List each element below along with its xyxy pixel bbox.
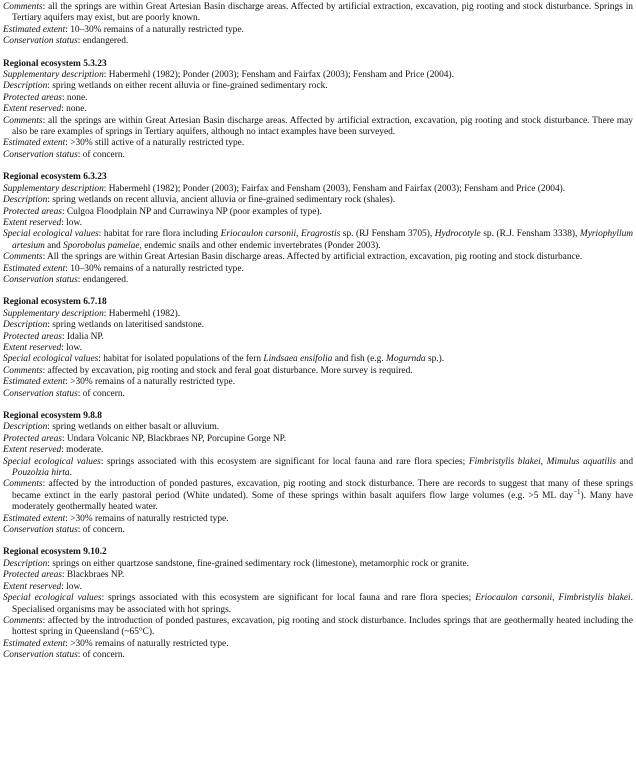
field-text: moderate.: [66, 445, 104, 456]
field-label: Comments: [3, 365, 43, 376]
field-text: 10–30% remains of a naturally restricted type.: [70, 263, 244, 274]
field-label: Description: [3, 558, 48, 569]
field-label: Description: [3, 422, 48, 433]
ecosystem-section: [3, 2, 633, 48]
field-entry: Conservation status: endangered.: [3, 274, 129, 285]
field-label: Extent reserved: [3, 581, 62, 592]
field-label: Comments: [3, 479, 43, 490]
field-text: Habermehl (1982); Ponder (2003); Fensham and Fairfax (2003); Fensham and Price (2004).: [108, 70, 454, 81]
field-label: Protected areas: [3, 92, 62, 103]
field-entry: Comments: all the springs are within Great Artesian Basin discharge areas. Affected by artificial extraction, excavation, pig rooting and stock disturbance. There may also be rare examples of springs in Tertiary aquifers, although no intact examples have been surveyed.: [3, 115, 633, 138]
field-label: Estimated extent: [3, 263, 66, 274]
field-text: 10–30% remains of a naturally restricted type.: [70, 24, 244, 35]
field-label: Comments: [3, 615, 43, 626]
ecosystem-section: [3, 172, 633, 286]
field-text: endangered.: [82, 274, 129, 285]
field-entry: Description: springs on either quartzose sandstone, fine-grained sedimentary rock (limestone), metamorphic rock or granite.: [3, 558, 470, 569]
field-text: spring wetlands on recent alluvia, ancient alluvia or fine-grained sedimentary rock (shales).: [52, 195, 396, 206]
species-name: Sporobolus pamelae,: [63, 240, 142, 251]
field-label: Extent reserved: [3, 445, 62, 456]
field-entry: Supplementary description: Habermehl (1982); Ponder (2003); Fensham and Fairfax (2003); Fensham and Price (2004).: [3, 70, 454, 81]
field-text: Blackbraes NP.: [66, 570, 125, 581]
field-text: endemic snails and other endemic invertebrates (Ponder 2003).: [141, 240, 381, 251]
field-text: spring wetlands on either recent alluvia or fine-grained sedimentary rock.: [52, 81, 328, 92]
section-heading: Regional ecosystem 9.8.8: [3, 411, 102, 421]
field-text: springs on either quartzose sandstone, fine-grained sedimentary rock (limestone), metamorphic rock or granite.: [52, 558, 470, 569]
field-label: Extent reserved: [3, 342, 62, 353]
field-label: Special ecological values: [3, 354, 99, 365]
field-entry: Extent reserved: low.: [3, 581, 82, 592]
field-label: Supplementary description: [3, 70, 104, 81]
field-label: Estimated extent: [3, 638, 66, 649]
field-entry: Conservation status: endangered.: [3, 36, 129, 47]
field-text: of concern.: [82, 388, 125, 399]
field-label: Conservation status: [3, 274, 78, 285]
ecosystem-section: [3, 59, 633, 162]
field-label: Description: [3, 195, 48, 206]
field-text: all the springs are within Great Artesian Basin discharge areas. Affected by artificial extraction, excavation, pig rooting and stock disturbance. Springs in Tertiary aquifers may exist, but are poorly known.: [12, 2, 633, 24]
field-entry: Supplementary description: Habermehl (1982); Ponder (2003); Fairfax and Fensham (2003), Fensham and Fairfax (2003); Fensham and Price (2004).: [3, 183, 566, 194]
field-text: and: [44, 240, 64, 251]
field-text: spring wetlands on either basalt or alluvium.: [52, 422, 220, 433]
section-heading: Regional ecosystem 6.3.23: [3, 172, 107, 183]
field-text: endangered.: [82, 36, 129, 47]
field-text: none.: [66, 92, 88, 103]
field-entry: Conservation status: of concern.: [3, 650, 125, 661]
field-entry: Protected areas: none.: [3, 92, 88, 103]
field-text: springs associated with this ecosystem are significant for local fauna and rare flora species;: [108, 593, 476, 604]
field-entry: Conservation status: of concern.: [3, 388, 125, 399]
field-entry: Comments: affected by the introduction of ponded pastures, excavation, pig rooting and stock disturbance. There are records to suggest that many of these springs became extinct in the early pastoral period (White undated). Some of these springs within basalt aquifers flow large volumes (e.g. >5 ML day$^{-1}$). Many have moderately geothermally heated water.: [3, 479, 633, 513]
field-entry: Estimated extent: >30% remains of a naturally restricted type.: [3, 377, 236, 388]
field-entry: Supplementary description: Habermehl (1982).: [3, 308, 181, 319]
ecosystem-section: [3, 547, 633, 661]
field-entry: Description: spring wetlands on either recent alluvia or fine-grained sedimentary rock.: [3, 81, 328, 92]
field-label: Estimated extent: [3, 513, 66, 524]
field-text: low.: [66, 342, 82, 353]
field-label: Protected areas: [3, 331, 62, 342]
field-entry: Extent reserved: low.: [3, 342, 82, 353]
species-name: Fimbristylis blakei, Mimulus aquatilis: [468, 456, 616, 467]
field-entry: Conservation status: of concern.: [3, 525, 125, 536]
field-entry: Protected areas: Undara Volcanic NP, Blackbraes NP, Porcupine Gorge NP.: [3, 433, 287, 444]
field-text: >30% remains of naturally restricted type.: [70, 638, 229, 649]
species-name: Hydrocotyle: [434, 229, 481, 240]
field-text: Habermehl (1982); Ponder (2003); Fairfax and Fensham (2003), Fensham and Fairfax (2003); Fensham and Price (2004).: [108, 183, 566, 194]
field-text: all the springs are within Great Artesian Basin discharge areas. Affected by artificial extraction, excavation, pig rooting and stock disturbance. There may also be rare examples of springs in Tertiary aquifers, although no intact examples have been surveyed.: [12, 115, 633, 138]
field-label: Conservation status: [3, 36, 78, 47]
field-entry: Extent reserved: moderate.: [3, 445, 104, 456]
field-text: . Specialised organisms may be associated with hot springs.: [12, 593, 633, 615]
field-entry: Comments: all the springs are within Great Artesian Basin discharge areas. Affected by artificial extraction, excavation, pig rooting and stock disturbance. Springs in Tertiary aquifers may exist, but are poorly known.: [3, 2, 633, 24]
field-entry: Special ecological values: springs associated with this ecosystem are significant for local fauna and rare flora species; Fimbristylis blakei, Mimulus aquatilis and Pouzolzia hirta.: [3, 456, 634, 479]
field-label: Description: [3, 320, 48, 331]
field-text: and: [615, 456, 634, 467]
field-label: Conservation status: [3, 149, 78, 160]
field-entry: Protected areas: Culgoa Floodplain NP and Currawinya NP (poor examples of type).: [3, 206, 322, 217]
field-text: sp.).: [425, 354, 445, 365]
superscript: −1: [573, 487, 581, 496]
field-text: >30% remains of naturally restricted type.: [70, 513, 229, 524]
field-text: of concern.: [82, 650, 125, 661]
field-label: Estimated extent: [3, 377, 66, 388]
field-text: ). Many have moderately geothermally heated water.: [12, 490, 633, 513]
field-label: Protected areas: [3, 433, 62, 444]
field-text: Culgoa Floodplain NP and Currawinya NP (poor examples of type).: [66, 206, 322, 217]
field-text: springs associated with this ecosystem are significant for local fauna and rare flora species;: [107, 456, 469, 467]
field-entry: Special ecological values: habitat for isolated populations of the fern Lindsaea ensifolia and fish (e.g. Mogurnda sp.).: [3, 354, 445, 365]
field-label: Estimated extent: [3, 24, 66, 35]
field-text: low.: [66, 217, 82, 228]
field-entry: Estimated extent: >30% remains of naturally restricted type.: [3, 638, 229, 649]
field-label: Protected areas: [3, 206, 62, 217]
field-entry: Estimated extent: >30% remains of naturally restricted type.: [3, 513, 229, 524]
field-text: sp. (RJ Fensham 3705),: [340, 229, 435, 240]
field-text: of concern.: [82, 525, 125, 536]
field-text: of concern.: [82, 149, 125, 160]
ecosystem-section: [3, 297, 633, 400]
field-entry: Description: spring wetlands on lateritised sandstone.: [3, 320, 205, 331]
species-name: Pouzolzia hirta: [12, 468, 70, 479]
field-text: and fish (e.g.: [332, 354, 387, 365]
field-entry: Estimated extent: >30% still active of a naturally restricted type.: [3, 138, 245, 149]
field-text: Habermehl (1982).: [108, 308, 181, 319]
field-label: Supplementary description: [3, 308, 104, 319]
field-label: Comments: [3, 115, 43, 126]
field-entry: Description: spring wetlands on either basalt or alluvium.: [3, 422, 220, 433]
field-label: Special ecological values: [3, 593, 102, 604]
field-text: sp. (R.J. Fensham 3338),: [480, 229, 580, 240]
field-text: low.: [66, 581, 82, 592]
field-text: habitat for rare flora including: [103, 229, 221, 240]
section-heading: Regional ecosystem 5.3.23: [3, 58, 107, 69]
field-text: Undara Volcanic NP, Blackbraes NP, Porcupine Gorge NP.: [66, 433, 287, 444]
field-label: Protected areas: [3, 570, 62, 581]
field-label: Conservation status: [3, 525, 78, 536]
field-text: affected by excavation, pig rooting and stock and feral goat disturbance. More survey is required.: [47, 365, 413, 376]
section-heading: Regional ecosystem 9.10.2: [3, 547, 107, 558]
field-text: none.: [66, 104, 87, 115]
field-label: Extent reserved: [3, 217, 62, 228]
field-entry: Comments: affected by the introduction of ponded pastures, excavation, pig rooting and stock disturbance. Includes springs that are geothermally heated including the hottest spring in Queensland (~65°C).: [3, 615, 634, 638]
field-label: Conservation status: [3, 388, 78, 399]
field-entry: Protected areas: Blackbraes NP.: [3, 570, 125, 581]
field-label: Comments: [3, 2, 43, 12]
field-text: affected by the introduction of ponded pastures, excavation, pig rooting and stock disturbance. There are records to suggest that many of these springs became extinct in the early pastoral period (White undated). Some of these springs within basalt aquifers flow large volumes (e.g. >5 ML day: [12, 479, 633, 501]
field-label: Estimated extent: [3, 138, 66, 149]
field-entry: Conservation status: of concern.: [3, 149, 125, 160]
field-label: Comments: [3, 252, 43, 263]
field-text: spring wetlands on lateritised sandstone.: [52, 320, 205, 331]
species-name: Eriocaulon carsonii, Eragrostis: [220, 229, 341, 240]
field-entry: Extent reserved: none.: [3, 104, 87, 115]
field-entry: Extent reserved: low.: [3, 217, 82, 228]
field-label: Special ecological values: [3, 229, 99, 240]
field-text: habitat for isolated populations of the fern: [103, 354, 264, 365]
species-name: Lindsaea ensifolia: [263, 354, 333, 365]
field-entry: Comments: All the springs are within Great Artesian Basin discharge areas. Affected by artificial extraction, excavation, pig rooting and stock disturbance.: [3, 252, 583, 263]
field-entry: Comments: affected by excavation, pig rooting and stock and feral goat disturbance. More survey is required.: [3, 365, 413, 376]
species-name: Mogurnda: [386, 354, 426, 365]
field-text: affected by the introduction of ponded pastures, excavation, pig rooting and stock disturbance. Includes springs that are geothermally heated including the hottest spring in Queensland (~65°C).: [12, 615, 634, 638]
field-entry: Estimated extent: 10–30% remains of a naturally restricted type.: [3, 263, 244, 274]
field-text: >30% still active of a naturally restricted type.: [70, 138, 245, 149]
species-name: Myriophyllum artesium: [12, 229, 634, 251]
field-entry: Special ecological values: springs associated with this ecosystem are significant for local fauna and rare flora species; Eriocaulon carsonii, Fimbristylis blakei. Specialised organisms may be associated with hot springs.: [3, 593, 633, 615]
field-label: Special ecological values: [3, 456, 101, 467]
field-text: .: [69, 468, 72, 479]
field-entry: Protected areas: Idalia NP.: [3, 331, 104, 342]
field-text: All the springs are within Great Artesian Basin discharge areas. Affected by artificial extraction, excavation, pig rooting and stock disturbance.: [47, 252, 583, 263]
field-text: >30% remains of a naturally restricted type.: [70, 377, 236, 388]
field-label: Extent reserved: [3, 104, 62, 115]
field-label: Supplementary description: [3, 183, 104, 194]
section-heading: Regional ecosystem 6.7.18: [3, 297, 107, 308]
species-name: Eriocaulon carsonii, Fimbristylis blakei: [475, 593, 631, 604]
ecosystem-section: [3, 411, 633, 536]
field-entry: Special ecological values: habitat for rare flora including Eriocaulon carsonii, Eragrostis sp. (RJ Fensham 3705), Hydrocotyle sp. (R.J. Fensham 3338), Myriophyllum artesium and Sporobolus pamelae, endemic snails and other endemic invertebrates (Ponder 2003).: [3, 229, 634, 251]
field-entry: Description: spring wetlands on recent alluvia, ancient alluvia or fine-grained sedimentary rock (shales).: [3, 195, 396, 206]
field-label: Description: [3, 81, 48, 92]
field-label: Conservation status: [3, 650, 78, 661]
field-entry: Estimated extent: 10–30% remains of a naturally restricted type.: [3, 24, 244, 35]
field-text: Idalia NP.: [66, 331, 104, 342]
